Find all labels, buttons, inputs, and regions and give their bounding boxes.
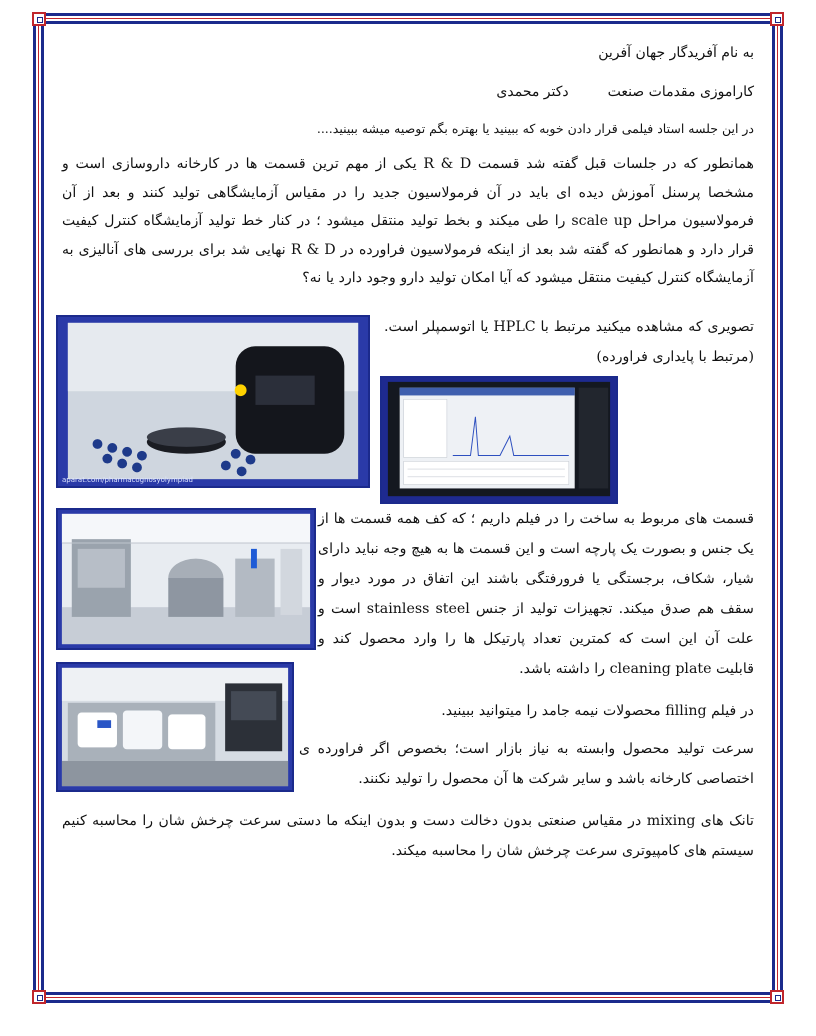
corner-ornament — [32, 990, 46, 1004]
hplc-autosampler-photo — [56, 315, 370, 488]
image-watermark: aparat.com/pharmacognosyolympiad — [62, 476, 193, 484]
filling-line-photo — [56, 662, 294, 792]
paragraph-mixing: تانک های mixing در مقیاس صنعتی بدون دخالت دست و بدون اینکه ما دستی سرعت چرخش شان را محاسبه کنیم سیستم های کامپیوتری سرعت چرخش شان را محاسبه میکند. — [62, 813, 754, 859]
paragraph-filling: در فیلم filling محصولات نیمه جامد را میتوانید ببینید. — [441, 703, 754, 719]
teacher-name: دکتر محمدی — [496, 84, 569, 100]
paragraph-production-speed: سرعت تولید محصول وابسته به نیاز بازار است؛ بخصوص اگر فراورده ی اختصاصی کارخانه باشد و سایر شرکت ها آن محصول را تولید نکنند. — [299, 741, 754, 787]
corner-ornament — [32, 12, 46, 26]
corner-ornament — [770, 12, 784, 26]
hplc-monitor-photo — [380, 376, 618, 504]
paragraph-hplc: تصویری که مشاهده میکنید مرتبط با HPLC یا اتوسمپلر است.(مرتبط با پایداری فراورده) — [384, 319, 754, 365]
course-title: کاراموزی مقدمات صنعت — [607, 84, 754, 100]
paragraph-rnd: همانطور که در جلسات قبل گفته شد قسمت R & D یکی از مهم ترین قسمت ها در کارخانه داروسازی است و مشخصا پرسنل آموزش دیده ای باید در آن فرمولاسیون جدید را در مقیاس آزمایشگاهی تولید کنند و بعد از آن فرمولاسیون مراحل scale up را طی میکند و بخط تولید منتقل میشود ؛ در کنار خط تولید آزمایشگاه کنترل کیفیت قرار دارد و همانطور که گفته شد بعد از اینکه فرمولاسیون فراورده در R & D نهایی شد برای بررسی های آنالیزی به آزمایشگاه کنترل کیفیت منتقل میشود که آیا امکان تولید دارو وجود دارد یا نه؟ — [62, 156, 755, 286]
bismillah-heading: به نام آفریدگار جهان آفرین — [598, 45, 754, 61]
corner-ornament — [770, 990, 784, 1004]
manufacturing-area-photo — [56, 508, 316, 650]
paragraph-manufacturing: قسمت های مربوط به ساخت را در فیلم داریم ؛ که کف همه قسمت ها از یک جنس و بصورت یک پارچه است و این قسمت ها به هیچ وجه نباید دارای شیار، شکاف، برجستگی یا فرورفتگی باشند این اتفاق در مورد دیوار و سقف هم صدق میکند. تجهیزات تولید از جنس stainless steel است و علت آن این است که کمترین تعداد پارتیکل ها را وارد محصول کند و قابلیت cleaning plate را داشته باشد. — [318, 511, 754, 677]
course-line — [496, 84, 754, 100]
intro-line: در این جلسه استاد فیلمی قرار دادن خوبه که ببینید یا بهتره بگم توصیه میشه ببینید.... — [316, 121, 754, 136]
